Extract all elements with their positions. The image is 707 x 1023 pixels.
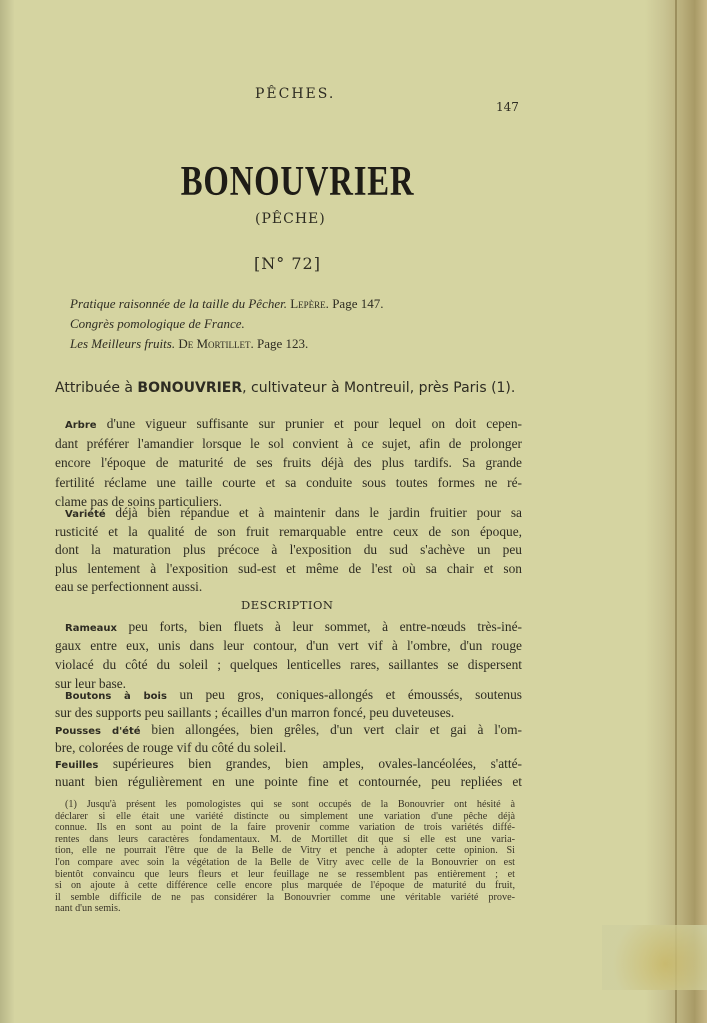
reference-page: Page 147. — [332, 296, 384, 311]
boutons-paragraph-lead: Boutons à bois — [65, 691, 167, 702]
page-left-edge — [0, 0, 14, 1023]
footnote-line: bientôt convaincu que leurs fleurs et leur feuillage ne se ressemblent pas entièrement ; et — [55, 868, 515, 880]
reference-work: Congrès pomologique de France. — [70, 316, 245, 331]
feuilles-paragraph-lead: Feuilles — [55, 760, 99, 771]
line-text: nuant bien régulièrement en une pointe fine et contournée, peu repliées et — [55, 774, 522, 789]
arbre-paragraph-line — [55, 435, 522, 453]
reference — [70, 296, 383, 312]
running-head: PÊCHES. — [255, 86, 336, 102]
rameaux-paragraph-lead: Rameaux — [65, 623, 117, 634]
description-heading: DESCRIPTION — [241, 598, 334, 612]
reference-page: Page 123. — [257, 336, 309, 351]
line-text: un peu gros, coniques-allongés et émoussés, soutenus — [179, 687, 523, 702]
line-text: rusticité et la qualité de son fruit remarquable entre ceux de son époque, — [55, 523, 522, 539]
variete-paragraph-line — [55, 578, 522, 596]
feuilles-paragraph-line — [55, 755, 522, 775]
line-text: sur leur base. — [55, 676, 127, 691]
line-text: d'une vigueur suffisante sur prunier et pour lequel on doit cepen- — [106, 416, 522, 431]
footnote-line: nant d'un semis. — [55, 903, 121, 915]
entry-number: [N° 72] — [254, 254, 321, 273]
feuilles-paragraph-line — [55, 773, 522, 791]
line-text: plus lentement à l'exposition sud-est et même de l'est où sa chair et son — [55, 560, 522, 576]
line-text: clame pas de soins particuliers. — [55, 494, 222, 509]
variete-paragraph-lead: Variété — [65, 509, 106, 520]
footnote-line: connue. Ils en sont au point de la faire provenir comme variation de trois variétés diffé- — [55, 822, 515, 834]
arbre-paragraph-line — [55, 474, 522, 492]
line-text: eau se perfectionnent aussi. — [55, 579, 203, 594]
line-text: violacé du côté du soleil ; quelques lenticelles rares, saillantes se dispersent — [55, 657, 522, 672]
arbre-paragraph-line — [55, 415, 522, 435]
line-text: dont la maturation plus précoce à l'exposition du sud s'achève un peu — [55, 542, 522, 557]
line-text: dant préférer l'amandier lorsque le sol convient à ce sujet, afin de prolonger — [55, 435, 522, 451]
reference-author: De Mortillet. — [178, 336, 254, 351]
arbre-paragraph-line — [55, 454, 522, 472]
book-page-edges — [645, 0, 707, 1023]
reference-work: Les Meilleurs fruits. — [70, 336, 176, 351]
page-stain — [602, 925, 707, 990]
footnote-line: tion, elle ne pourrait l'être que de la Belle de Vitry et penche à adopter cette opinion. Si — [55, 845, 515, 857]
footnote-line: il semble difficile de ne pas considérer la Bonouvrier comme une véritable variété prove- — [55, 891, 515, 903]
reference — [70, 336, 308, 352]
pousses-paragraph-line — [55, 721, 522, 741]
line-text: bien allongées, bien grêles, d'un vert clair et gai à l'om- — [151, 722, 522, 737]
boutons-paragraph-line — [55, 686, 522, 706]
footnote-line: si on ajoute à cette différence celle encore plus marquée de l'époque de maturité du fruit, — [55, 880, 515, 892]
rameaux-paragraph-line — [55, 618, 522, 638]
attribution-pre: Attribuée à — [55, 380, 138, 396]
subtitle: (PÊCHE) — [255, 211, 326, 227]
line-text: encore l'époque de maturité de ses fruits déjà des plus tardifs. Sa grande — [55, 455, 522, 470]
page-title: BONOUVRIER — [180, 159, 415, 205]
reference-author: Lepère. — [290, 296, 329, 311]
footnote-line: déclarer si elle était une variété distincte ou simplement une variation d'une pêche déjà — [55, 810, 515, 822]
page-number: 147 — [496, 100, 519, 114]
line-text: sur des supports peu saillants ; écailles d'un marron foncé, peu duveteuses. — [55, 705, 455, 720]
line-text: supérieures bien grandes, bien amples, ovales-lancéolées, s'atté- — [112, 756, 522, 771]
footnote-line: (1) Jusqu'à présent les pomologistes qui se sont occupés de la Bonouvrier ont hésité à — [65, 799, 515, 810]
variete-paragraph-line — [55, 560, 522, 578]
rameaux-paragraph-line — [55, 656, 522, 674]
variete-paragraph-line — [55, 523, 522, 541]
line-text: bre, colorées de rouge vif du côté du soleil. — [55, 740, 287, 755]
reference-work: Pratique raisonnée de la taille du Pêcher. — [70, 296, 287, 311]
footnote-line: rentes dans leurs caractères fondamentaux. M. de Mortillet dit que si elle est une varia- — [55, 833, 515, 845]
rameaux-paragraph-line — [55, 637, 522, 655]
line-text: gaux entre eux, unis dans leur contour, d'un vert vif à l'ombre, d'un rouge — [55, 638, 522, 653]
arbre-paragraph-lead: Arbre — [65, 420, 97, 431]
attribution-post: , cultivateur à Montreuil, près Paris (1). — [242, 380, 516, 396]
footnote-line: l'on compare avec soin la végétation de la Belle de Vitry avec celle de la Bonouvrier on est — [55, 857, 515, 868]
line-text: déjà bien répandue et à maintenir dans le jardin fruitier pour sa — [115, 505, 522, 520]
boutons-paragraph-line — [55, 704, 522, 722]
variete-paragraph-line — [55, 504, 522, 524]
line-text: peu forts, bien fluets à leur sommet, à entre-nœuds très-iné- — [128, 619, 522, 634]
attribution-name: BONOUVRIER — [137, 380, 243, 396]
variete-paragraph-line — [55, 541, 522, 559]
line-text: fertilité réclame une taille courte et sa conduite sous toutes formes ne ré- — [55, 474, 522, 490]
attribution — [55, 380, 515, 396]
pousses-paragraph-lead: Pousses d'été — [55, 726, 141, 737]
reference — [70, 316, 245, 332]
